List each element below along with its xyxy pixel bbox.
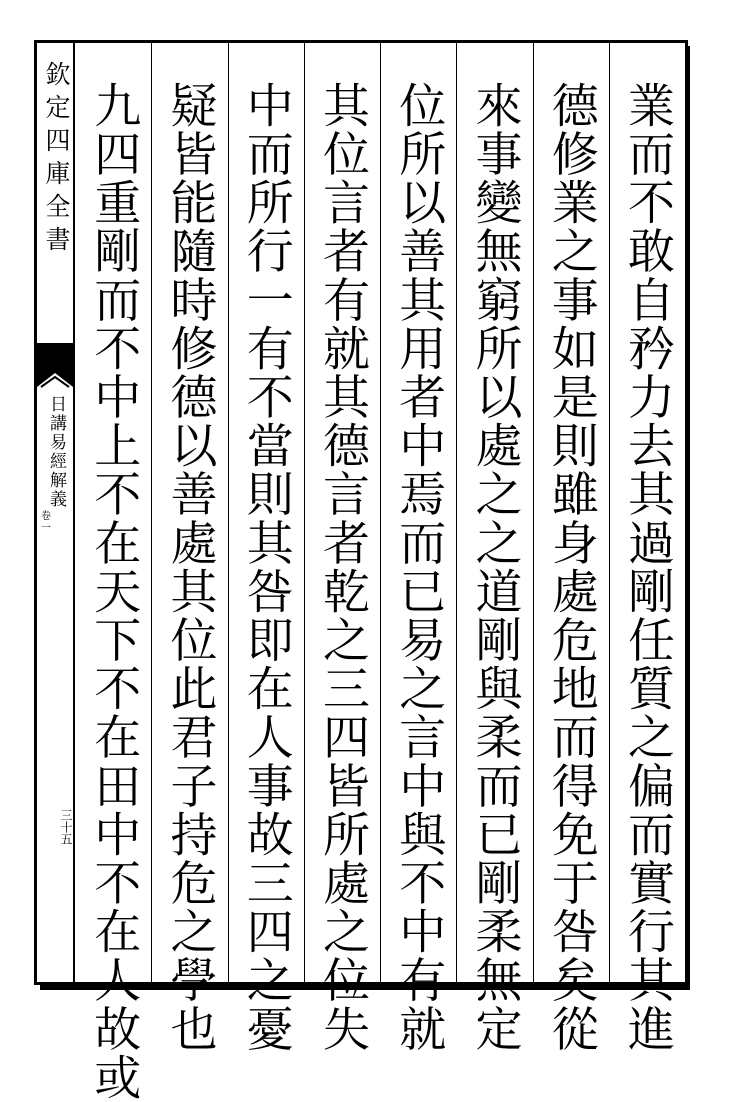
text-column xyxy=(75,43,151,1102)
margin-column xyxy=(37,43,75,982)
column-text: 位所以善其用者中焉而已易之言中與不中有就 xyxy=(391,81,447,1053)
text-column xyxy=(151,43,227,1053)
column-text: 中而所行一有不當則其咎即在人事故三四之憂 xyxy=(238,81,294,1053)
chapter-title xyxy=(37,395,75,509)
text-column xyxy=(380,43,456,1053)
column-text: 九四重剛而不中上不在天下不在田中不在人故或 xyxy=(86,81,142,1102)
column-text: 來事變無窮所以處之之道剛與柔而已剛柔無定 xyxy=(467,81,523,1053)
text-columns xyxy=(75,43,685,1102)
text-column xyxy=(228,43,304,1053)
border-shadow-right xyxy=(685,46,690,989)
text-column xyxy=(609,43,685,1053)
text-column xyxy=(456,43,532,1053)
text-column xyxy=(304,43,380,1053)
column-text: 疑皆能隨時修德以善處其位此君子持危之學也 xyxy=(162,81,218,1053)
text-column xyxy=(533,43,609,1053)
column-text: 德修業之事如是則雖身處危地而得免于咎矣從 xyxy=(543,81,599,1053)
column-text: 其位言者有就其德言者乾之三四皆所處之位失 xyxy=(315,81,370,1053)
chapter-title-text: 日講易經解義 xyxy=(46,395,66,509)
column-text: 業而不敢自矜力去其過剛任質之偏而實行其進 xyxy=(620,81,675,1053)
book-title: 欽定四庫全書 xyxy=(42,61,71,259)
page-number: 三十五 xyxy=(59,809,73,845)
fishtail-ornament-icon xyxy=(35,343,75,391)
volume-mark: 卷一 xyxy=(41,511,51,534)
